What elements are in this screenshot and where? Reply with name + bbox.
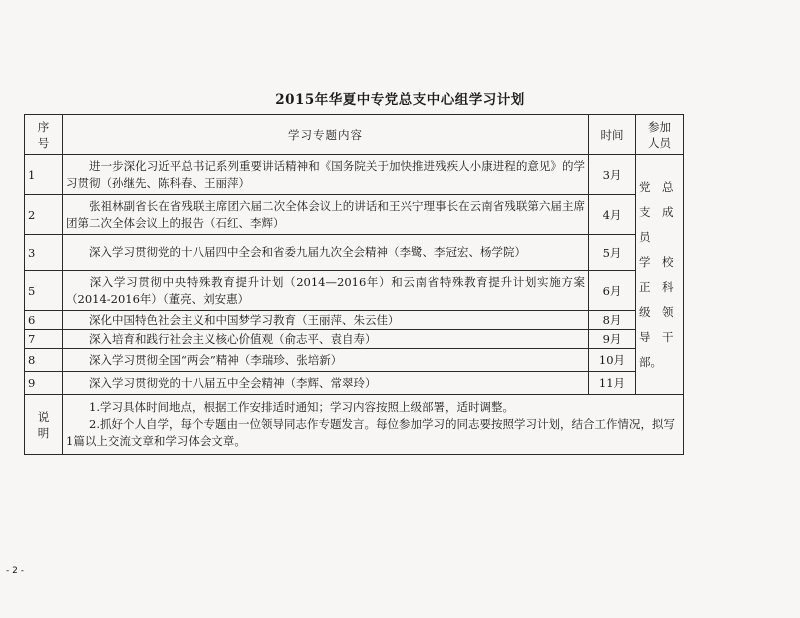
row-content bbox=[63, 311, 589, 330]
row-number: 1 bbox=[25, 155, 63, 195]
table-header-row bbox=[25, 115, 684, 155]
row-content bbox=[63, 195, 589, 235]
row-time: 9月 bbox=[589, 330, 636, 349]
participants-line: 正 科 bbox=[639, 279, 674, 294]
header-participants bbox=[636, 115, 684, 155]
note-item bbox=[66, 399, 680, 416]
row-content-text: 深入学习贯彻党的十八届五中全会精神（李辉、常翠玲） bbox=[89, 375, 377, 390]
table-row bbox=[25, 271, 684, 311]
row-content bbox=[63, 235, 589, 271]
row-time: 11月 bbox=[589, 372, 636, 395]
row-number: 2 bbox=[25, 195, 63, 235]
row-content-text: 张祖林副省长在省残联主席团六届二次全体会议上的讲话和王兴宁理事长在云南省残联第六届主席团第二次全体会议上的报告（石红、李辉） bbox=[66, 198, 585, 230]
page-number: - 2 - bbox=[6, 566, 24, 576]
participants-line: 支 成 bbox=[639, 204, 674, 219]
study-plan-table bbox=[24, 114, 684, 455]
row-number: 6 bbox=[25, 311, 63, 330]
row-time: 3月 bbox=[589, 155, 636, 195]
participants-line: 学 校 bbox=[639, 254, 674, 269]
table-row bbox=[25, 330, 684, 349]
header-seq-text: 序号 bbox=[37, 119, 50, 150]
notes-row bbox=[25, 395, 684, 455]
row-number: 7 bbox=[25, 330, 63, 349]
row-content-text: 深入学习贯彻全国“两会”精神（李瑞珍、张培新） bbox=[89, 352, 343, 367]
table-row bbox=[25, 311, 684, 330]
notes-content bbox=[63, 395, 684, 455]
note-item-text: 1.学习具体时间地点，根据工作安排适时通知；学习内容按照上级部署，适时调整。 bbox=[89, 400, 514, 414]
row-time: 6月 bbox=[589, 271, 636, 311]
row-number: 9 bbox=[25, 372, 63, 395]
header-content: 学习专题内容 bbox=[63, 115, 589, 155]
note-item-text: 2.抓好个人自学，每个专题由一位领导同志作专题发言。每位参加学习的同志要按照学习计划，结合工作情况，拟写1篇以上交流文章和学习体会文章。 bbox=[66, 417, 675, 448]
header-participants-text: 参加人员 bbox=[648, 119, 671, 150]
participants-cell bbox=[636, 155, 684, 395]
row-time: 5月 bbox=[589, 235, 636, 271]
row-content-text: 深入学习贯彻党的十八届四中全会和省委九届九次全会精神（李鹭、李冠宏、杨学院） bbox=[89, 245, 526, 259]
participants-line: 级 领 bbox=[639, 304, 674, 319]
row-content bbox=[63, 155, 589, 195]
row-number: 3 bbox=[25, 235, 63, 271]
row-content-text: 深入学习贯彻中央特殊教育提升计划（2014—2016年）和云南省特殊教育提升计划实施方案（2014-2016年）（董亮、刘安惠） bbox=[66, 274, 585, 306]
page-title: 2015年华夏中专党总支中心组学习计划 bbox=[275, 92, 525, 108]
participants-line: 员 bbox=[639, 229, 651, 244]
table-row bbox=[25, 349, 684, 372]
row-number: 5 bbox=[25, 271, 63, 311]
participants-line: 导 干 bbox=[639, 329, 674, 344]
participants-line: 党 总 bbox=[639, 179, 674, 194]
participants-line: 部。 bbox=[639, 354, 662, 369]
row-content bbox=[63, 330, 589, 349]
row-content-text: 深化中国特色社会主义和中国梦学习教育（王丽萍、朱云佳） bbox=[89, 312, 400, 327]
row-number: 8 bbox=[25, 349, 63, 372]
note-item bbox=[66, 416, 680, 450]
table-row bbox=[25, 235, 684, 271]
table-row bbox=[25, 195, 684, 235]
row-content-text: 深入培育和践行社会主义核心价值观（俞志平、袁自寿） bbox=[89, 331, 377, 346]
row-content-text: 进一步深化习近平总书记系列重要讲话精神和《国务院关于加快推进残疾人小康进程的意见》的学习贯彻（孙继先、陈科春、王丽萍） bbox=[66, 158, 585, 190]
header-time: 时间 bbox=[589, 115, 636, 155]
notes-label-text: 说明 bbox=[37, 409, 50, 440]
row-time: 4月 bbox=[589, 195, 636, 235]
row-time: 8月 bbox=[589, 311, 636, 330]
row-content bbox=[63, 372, 589, 395]
header-seq bbox=[25, 115, 63, 155]
table-row bbox=[25, 155, 684, 195]
row-content bbox=[63, 271, 589, 311]
notes-label bbox=[25, 395, 63, 455]
row-content bbox=[63, 349, 589, 372]
table-row bbox=[25, 372, 684, 395]
row-time: 10月 bbox=[589, 349, 636, 372]
